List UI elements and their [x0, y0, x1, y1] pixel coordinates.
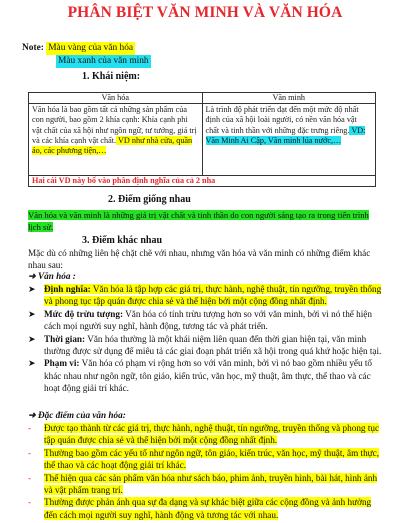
list-item [28, 283, 384, 308]
bullet-arrow-icon: ➤ [28, 333, 36, 344]
culture-definition-cell [29, 104, 203, 176]
culture-traits-label: Đặc điểm của văn hóa: [38, 410, 126, 420]
civilization-definition-cell [202, 104, 376, 176]
item-text: Văn hóa là tập hợp các giá trị, thực hành, nghệ thuật, tín ngưỡng, truyền thống và phong tục tập quán được chia sẻ và thể hiện bởi một cộng đồng nhất định. [44, 284, 382, 307]
section-2-heading: 2. Điểm giống nhau [108, 194, 191, 205]
bullet-arrow-icon: ➤ [28, 308, 36, 319]
dash-bullet-icon: - [28, 423, 32, 433]
list-item [28, 333, 384, 358]
dash-bullet-icon: - [28, 497, 32, 508]
culture-example-text: VD như nhà cửa, quần áo, các phương tiện,… [32, 135, 193, 156]
dash-bullet-icon: - [28, 472, 32, 483]
trait-text: Thường bao gồm các yếu tố như ngôn ngữ, tôn giáo, kiến trúc, văn học, mỹ thuật, âm thực, thể thao và các hoạt động giải trí khác. [44, 447, 380, 471]
item-text: Văn hóa có tính trừu tượng hơn so với văn minh, bởi vì nó thể hiện cách mọi người suy nghĩ, hành động, tương tác và phát triển. [44, 308, 372, 332]
similarity-text: Văn hóa và văn minh là những giá trị vật chất và tinh thần do con người sáng tạo ra trong tiến trình lịch sử. [28, 210, 369, 232]
page-title: PHÂN BIỆT VĂN MINH VÀ VĂN HÓA [67, 4, 343, 21]
arrow-bullet-icon: ➜ [28, 410, 36, 420]
concept-table [28, 92, 376, 176]
civilization-example-text: VD: Văn Minh Ai Cập, Văn minh lúa nước,… [205, 125, 366, 145]
list-item [28, 422, 384, 447]
trait-text: Thể hiện qua các sản phẩm văn hóa như sách báo, phim ảnh, truyền hình, bài hát, hình ảnh và vật phẩm trang trí. [44, 472, 378, 496]
item-label: Thời gian: [44, 333, 86, 344]
list-item [28, 496, 384, 521]
section-3-heading: 3. Điểm khác nhau [82, 235, 163, 246]
note-item-culture: Màu vàng của văn hóa [48, 43, 134, 53]
item-label: Định nghĩa: [44, 284, 91, 294]
item-text: Văn hóa thường là một khái niệm liên quan đến thời gian hiện tại, văn minh thường được sử dụng để miêu tả các giai đoạn phát triển xã hội trong quá khứ hoặc hiện tại. [44, 333, 382, 357]
item-label: Mức độ trừu tượng: [44, 308, 124, 319]
section-1-heading: 1. Khái niệm: [82, 71, 141, 82]
item-label: Phạm vi: [44, 358, 80, 369]
list-item [28, 357, 384, 394]
color-note [22, 42, 149, 66]
similarity-text-block [28, 209, 377, 233]
note-item-civilization: Màu xanh của văn minh [58, 56, 149, 66]
culture-traits-list [28, 422, 384, 521]
note-label: Note: [22, 43, 44, 53]
culture-subheading [28, 271, 76, 282]
arrow-bullet-icon: ➜ [28, 271, 36, 281]
culture-definition-text: Văn hóa là bao gồm tất cả những sản phẩm của con người, bao gồm 2 khía cạnh: Khía cạnh phi vật chất của xã hội như ngôn ngữ, tư tưởng, giá trị và các khía cạnh vật chất. [32, 105, 197, 145]
trait-text: Được tạo thành từ các giá trị, thực hành, nghệ thuật, tín ngưỡng, truyền thống và phong tục tập quán được chia sẻ và thể hiện bởi một cộng đồng nhất định. [44, 423, 380, 446]
culture-attributes-list [28, 283, 384, 395]
col-header-civilization: Văn minh [202, 93, 376, 104]
dash-bullet-icon: - [28, 447, 32, 458]
trait-text: Thường được phản ánh qua sự đa dạng và sự khác biệt giữa các cộng đồng và ảnh hưởng đến cách mọi người suy nghĩ, hành động và tương tác với nhau. [44, 497, 372, 520]
list-item [28, 447, 384, 472]
bullet-arrow-icon: ➤ [28, 284, 36, 294]
differences-intro: Mặc dù có những liên hệ chặt chẽ với nhau, nhưng văn hóa và văn minh có những điểm khác nhau sau: [28, 248, 371, 270]
item-text: Văn hóa có phạm vi rộng hơn so với văn minh, bởi vì nó bao gồm nhiều yếu tố khác nhau như ngôn ngữ, tôn giáo, kiến trúc, văn học, mỹ thuật, âm thực, thể thao và các hoạt động giải trí khác. [44, 358, 373, 394]
col-header-culture: Văn hóa [29, 93, 203, 104]
civilization-definition-text: Là trình độ phát triển đạt đến một mức độ nhất định của xã hội loài người, có nền văn hóa vật chất và tinh thần với những đặc trưng riêng. [205, 105, 359, 135]
culture-traits-subheading [28, 410, 126, 421]
list-item [28, 472, 384, 497]
bullet-arrow-icon: ➤ [28, 358, 36, 369]
table-footer-note: Hai cái VD này bổ vào phân định nghĩa của cả 2 nha [28, 176, 376, 187]
culture-subheading-label: Văn hóa : [38, 271, 76, 281]
list-item [28, 308, 384, 333]
